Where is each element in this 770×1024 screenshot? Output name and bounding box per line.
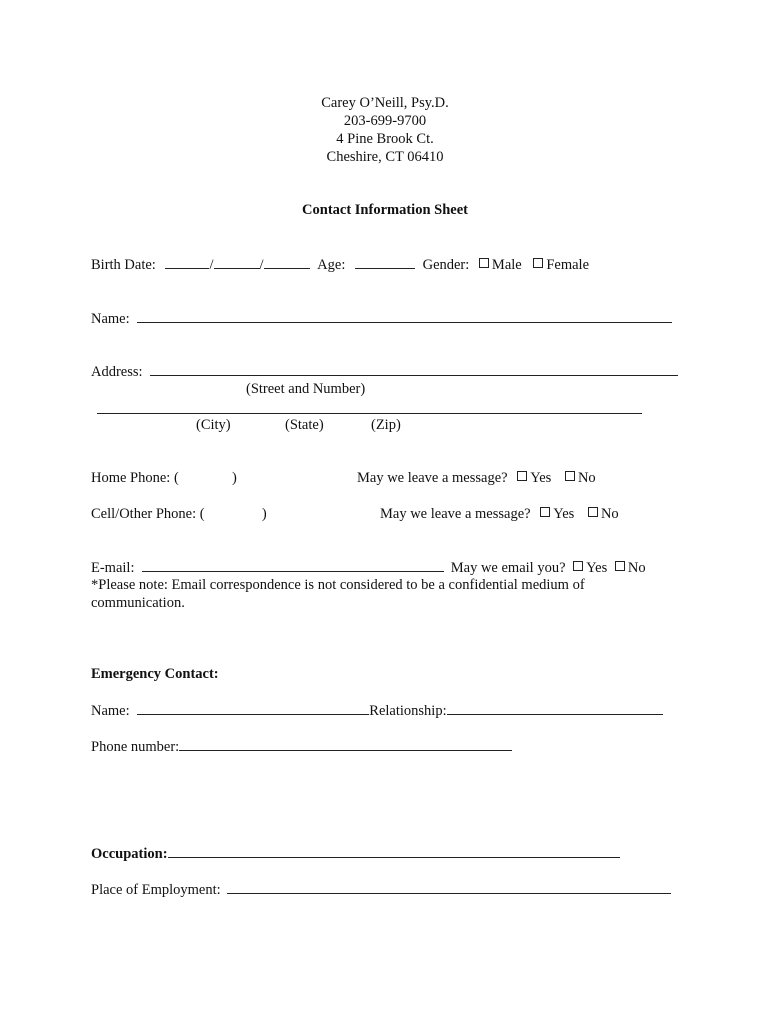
employment-label: Place of Employment:	[91, 882, 221, 898]
email-no-option[interactable]	[615, 560, 646, 576]
relationship-label: Relationship:	[369, 703, 447, 719]
emergency-name-row	[91, 701, 663, 720]
cell-phone-paren-close: )	[261, 506, 267, 522]
cell-message-row	[380, 505, 619, 523]
street-hint: (Street and Number)	[246, 381, 366, 397]
name-field[interactable]	[137, 309, 672, 323]
email-no-checkbox[interactable]	[615, 561, 625, 571]
provider-name: Carey O’Neill, Psy.D.	[321, 95, 449, 111]
male-checkbox[interactable]	[479, 258, 489, 268]
home-phone-label: Home Phone: (	[91, 470, 179, 486]
name-row	[91, 309, 672, 328]
birth-date-label: Birth Date:	[91, 257, 156, 273]
emergency-heading: Emergency Contact:	[91, 666, 219, 682]
cell-message-yes-option[interactable]	[540, 506, 574, 522]
age-label: Age:	[317, 257, 346, 273]
home-message-question: May we leave a message?	[357, 470, 508, 486]
occupation-row	[91, 844, 620, 863]
email-yes-option[interactable]	[573, 560, 607, 576]
cell-phone-label: Cell/Other Phone: (	[91, 506, 205, 522]
city-hint: (City)	[196, 417, 231, 433]
male-label: Male	[491, 257, 522, 273]
emergency-phone-row	[91, 737, 512, 756]
female-checkbox[interactable]	[533, 258, 543, 268]
zip-hint: (Zip)	[371, 417, 401, 433]
birth-row	[91, 255, 589, 274]
provider-city: Cheshire, CT 06410	[326, 149, 444, 165]
emergency-phone-field[interactable]	[179, 737, 512, 751]
home-message-row	[357, 469, 596, 487]
form-title: Contact Information Sheet	[302, 202, 468, 218]
occupation-field[interactable]	[168, 844, 620, 858]
birth-month-field[interactable]	[165, 255, 209, 269]
emergency-phone-label: Phone number:	[91, 739, 180, 755]
home-yes-checkbox[interactable]	[517, 471, 527, 481]
emergency-name-label: Name:	[91, 703, 130, 719]
gender-female-option[interactable]	[533, 257, 589, 273]
female-label: Female	[546, 257, 590, 273]
email-row	[91, 558, 646, 577]
birth-sep-2: /	[259, 257, 264, 273]
cell-message-question: May we leave a message?	[380, 506, 531, 522]
employment-field[interactable]	[227, 880, 671, 894]
cell-phone-row	[91, 505, 267, 523]
email-label: E-mail:	[91, 560, 135, 576]
gender-male-option[interactable]	[479, 257, 522, 273]
home-yes-label: Yes	[530, 470, 552, 486]
emergency-name-field[interactable]	[137, 701, 369, 715]
home-no-checkbox[interactable]	[565, 471, 575, 481]
birth-day-field[interactable]	[214, 255, 260, 269]
provider-street: 4 Pine Brook Ct.	[336, 131, 434, 147]
state-hint: (State)	[285, 417, 324, 433]
email-no-label: No	[627, 560, 646, 576]
employment-row	[91, 880, 671, 899]
home-no-label: No	[577, 470, 596, 486]
email-field[interactable]	[142, 558, 444, 572]
cell-no-checkbox[interactable]	[588, 507, 598, 517]
relationship-field[interactable]	[447, 701, 663, 715]
name-label: Name:	[91, 311, 130, 327]
email-note-line-1: *Please note: Email correspondence is not considered to be a confidential medium of	[91, 577, 585, 593]
home-message-yes-option[interactable]	[517, 470, 551, 486]
home-message-no-option[interactable]	[565, 470, 596, 486]
home-phone-paren-close: )	[232, 470, 237, 486]
address-label: Address:	[91, 364, 143, 380]
address-street-field[interactable]	[150, 362, 678, 376]
cell-yes-checkbox[interactable]	[540, 507, 550, 517]
address-city-state-zip-field[interactable]	[97, 400, 642, 414]
cell-yes-label: Yes	[553, 506, 575, 522]
email-note-line-2: communication.	[91, 595, 185, 611]
email-question: May we email you?	[450, 560, 566, 576]
birth-sep-1: /	[209, 257, 214, 273]
occupation-label: Occupation:	[91, 846, 168, 862]
home-phone-row	[91, 469, 237, 487]
birth-year-field[interactable]	[264, 255, 310, 269]
cell-message-no-option[interactable]	[588, 506, 619, 522]
address-city-row	[97, 400, 642, 419]
provider-phone: 203-699-9700	[343, 113, 427, 129]
address-row	[91, 362, 678, 381]
gender-label: Gender:	[422, 257, 470, 273]
cell-no-label: No	[600, 506, 619, 522]
age-field[interactable]	[355, 255, 415, 269]
email-yes-label: Yes	[586, 560, 608, 576]
email-yes-checkbox[interactable]	[573, 561, 583, 571]
